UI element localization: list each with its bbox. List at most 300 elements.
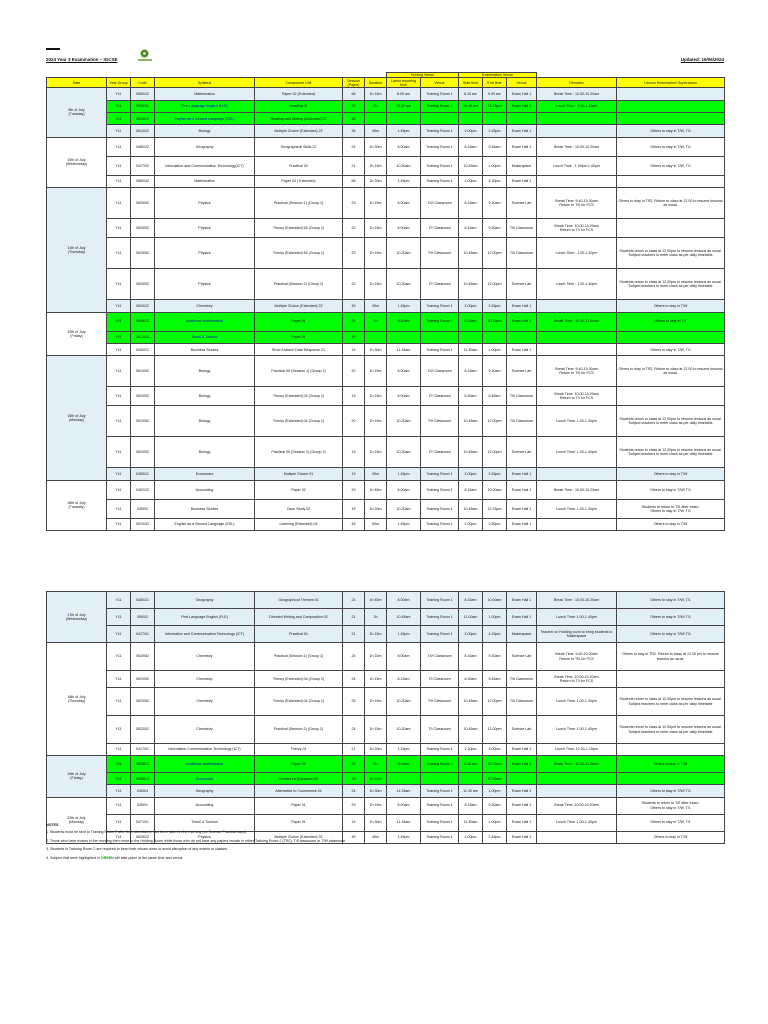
cell-code: 0620/52: [131, 688, 155, 716]
cell-rep: 8.00am: [387, 797, 421, 814]
cell-sess: 19: [343, 343, 365, 355]
cell-les: Others to stay in T/1: [617, 312, 725, 331]
cell-sess: 24: [343, 785, 365, 797]
cell-y: Y11: [107, 331, 131, 343]
cell-ven2: [507, 331, 537, 343]
cell-rep: 11.15am: [387, 814, 421, 831]
cell-comp: Alternative to Coursework 04: [255, 785, 343, 797]
cell-rem: [537, 518, 617, 530]
cell-sess: 45: [343, 300, 365, 312]
cell-code: 0606/22: [131, 756, 155, 773]
cell-rem: [537, 300, 617, 312]
cell-rem: Lunch Time: 1.00-1.40pm: [537, 814, 617, 831]
cell-ven2: [507, 773, 537, 785]
cell-y: Y11: [107, 156, 131, 175]
cell-end: 10.15am: [483, 312, 507, 331]
cell-sess: 68: [343, 88, 365, 100]
cell-ven2: Exam Hall 1: [507, 88, 537, 100]
cell-comp: Practical 02: [255, 156, 343, 175]
cell-comp: Theory 01: [255, 744, 343, 756]
cell-rem: Break Time: 10.00-10.20am: [537, 797, 617, 814]
table-row: [47, 688, 725, 716]
cell-end: 10.00am: [483, 592, 507, 609]
cell-code: 0417/01: [131, 626, 155, 643]
cell-rem: Break Time: 10.00-10.20am Return to T/I for FCS: [537, 219, 617, 238]
cell-syl: Accounting: [155, 480, 255, 499]
cell-sess: 24: [343, 137, 365, 156]
notes-title: NOTES: [46, 823, 59, 827]
note-item: 3. Students in Training Room 2 are required to keep their voices down to avoid disruption of any exams or classes.: [46, 847, 228, 851]
date-cell: 17th of July (Wednesday): [47, 592, 107, 643]
cell-dur: 1h 15m: [365, 88, 387, 100]
cell-start: 11.30am: [459, 343, 483, 355]
cell-code: 0471/12: [131, 331, 155, 343]
column-header: Start time: [459, 78, 483, 88]
cell-les: [617, 112, 725, 124]
cell-syl: Geography: [155, 592, 255, 609]
cell-dur: 45m: [365, 468, 387, 480]
cell-les: [617, 773, 725, 785]
cell-dur: 1h 15m: [365, 219, 387, 238]
cell-les: [617, 331, 725, 343]
table-row: [47, 406, 725, 437]
cell-start: 2.00pm: [459, 831, 483, 843]
cell-start: 8.15 am: [459, 756, 483, 773]
cell-code: 0452/22: [131, 480, 155, 499]
cell-venue: T/I Classroom: [421, 671, 459, 688]
cell-rep: 1.45pm: [387, 468, 421, 480]
cell-y: Y11: [107, 125, 131, 137]
cell-dur: 1h 30m: [365, 814, 387, 831]
cell-code: 0610/52: [131, 406, 155, 437]
cell-end: 1.00pm: [483, 785, 507, 797]
cell-venue: Training Room 1: [421, 468, 459, 480]
cell-rep: 1.45pm: [387, 125, 421, 137]
cell-code: 0625/52: [131, 188, 155, 219]
cell-code: 0471/01: [131, 814, 155, 831]
cell-sess: 21: [343, 312, 365, 331]
cell-sess: 19: [343, 499, 365, 518]
cell-sess: 19: [343, 773, 365, 785]
cell-start: 11.00am: [459, 609, 483, 626]
table-row: [47, 609, 725, 626]
column-header: Syllabus: [155, 78, 255, 88]
column-header: Code: [131, 78, 155, 88]
table-row: [47, 499, 725, 518]
cell-comp: Practical (Session 1) (Group 1): [255, 188, 343, 219]
cell-code: 0625/52: [131, 238, 155, 269]
cell-dur: 2h: [365, 756, 387, 773]
cell-syl: Biology: [155, 387, 255, 406]
cell-venue: Training Room 1: [421, 814, 459, 831]
cell-end: 2.45pm: [483, 831, 507, 843]
cell-venue: Holding Room 1: [421, 100, 459, 112]
cell-rem: [537, 331, 617, 343]
cell-venue: Training Room 1: [421, 744, 459, 756]
cell-venue: T/I Classroom: [421, 437, 459, 468]
column-header: Venue: [507, 78, 537, 88]
column-header: Session (Paper): [343, 78, 365, 88]
cell-comp: Theory (Extended) 04 (Group 2): [255, 387, 343, 406]
cell-start: 10.45am: [459, 716, 483, 744]
cell-rep: [387, 331, 421, 343]
cell-start: 10.45am: [459, 406, 483, 437]
cell-code: 0500/2: [131, 609, 155, 626]
cell-comp: Structured Questions 02: [255, 773, 343, 785]
cell-les: [617, 387, 725, 406]
cell-sess: 19: [343, 814, 365, 831]
cell-start: 2.00pm: [459, 175, 483, 187]
notes-section: [46, 822, 724, 862]
table-row: [47, 269, 725, 300]
cell-code: 0452/1: [131, 797, 155, 814]
cell-code: 0606/12: [131, 312, 155, 331]
cell-les: Students return to class at 12.00pm to resume lessons as usual. Subject teachers to enter class as per daily timetable: [617, 406, 725, 437]
cell-venue: T/II Classroom: [421, 406, 459, 437]
cell-start: 1.30pm: [459, 744, 483, 756]
cell-start: 11.30am: [459, 814, 483, 831]
table-row: [47, 112, 725, 124]
cell-venue: T/I Classroom: [421, 387, 459, 406]
cell-rem: [537, 125, 617, 137]
cell-syl: Chemistry: [155, 716, 255, 744]
cell-syl: Physics: [155, 269, 255, 300]
date-cell: 15th of July (Monday): [47, 356, 107, 480]
cell-sess: 21: [343, 609, 365, 626]
cell-sess: 45: [343, 831, 365, 843]
cell-comp: Theory (Extended) 04 (Group 1): [255, 406, 343, 437]
cell-syl: Biology: [155, 437, 255, 468]
cell-venue: Training Room 1: [421, 626, 459, 643]
cell-dur: 1h 15m: [365, 387, 387, 406]
cell-dur: 1h 15m: [365, 238, 387, 269]
cell-comp: Theory (Extended) 54 (Group 1): [255, 238, 343, 269]
date-cell: 11th of July (Thursday): [47, 188, 107, 312]
cell-rem: Break Time : 10.40-11.00am: [537, 756, 617, 773]
cell-start: 8.15am: [459, 312, 483, 331]
cell-rem: Break Time: 9.40-10.00am Return to T/II for FCS: [537, 643, 617, 671]
cell-y: Y11: [107, 406, 131, 437]
cell-rem: Lunch Time: 1.00-1.40pm: [537, 609, 617, 626]
cell-code: 0620/52: [131, 716, 155, 744]
date-cell: 12th of July (Friday): [47, 312, 107, 356]
cell-start: 8.15am: [459, 643, 483, 671]
cell-sess: 21: [343, 626, 365, 643]
cell-sess: 46: [343, 112, 365, 124]
cell-venue: Training Room 1: [421, 88, 459, 100]
cell-y: Y11: [107, 175, 131, 187]
cell-start: 10.45am: [459, 269, 483, 300]
cell-comp: Short Answer/ Data Response 21: [255, 343, 343, 355]
cell-end: 9.30am: [483, 356, 507, 387]
cell-les: Others to stay in T/W: [617, 756, 725, 773]
cell-venue: Training Room 1: [421, 137, 459, 156]
column-header-row: [47, 78, 725, 88]
cell-sess: 29: [343, 797, 365, 814]
cell-rem: Break Time: 10.00-10.20am Return to T/I for FCS: [537, 671, 617, 688]
cell-start: 2.00pm: [459, 518, 483, 530]
cell-rep: 1.45pm: [387, 626, 421, 643]
cell-dur: 2h 30m: [365, 175, 387, 187]
cell-dur: 1h 45m: [365, 480, 387, 499]
cell-end: 9.30am: [483, 643, 507, 671]
cell-rep: 8.00am: [387, 756, 421, 773]
cell-rem: Break Time : 10.00-10.20am: [537, 88, 617, 100]
cell-sess: 29: [343, 480, 365, 499]
cell-start: 8.15 am: [459, 88, 483, 100]
cell-dur: 45m: [365, 831, 387, 843]
cell-syl: Biology: [155, 406, 255, 437]
cell-end: 2.45pm: [483, 300, 507, 312]
cell-venue: Training Room 1: [421, 312, 459, 331]
cell-syl: Business Studies: [155, 499, 255, 518]
cell-les: Others to stay in T/W: [617, 831, 725, 843]
cell-rem: Lunch Time: 1.00-1.40pm: [537, 499, 617, 518]
cell-y: Y11: [107, 744, 131, 756]
cell-syl: Biology: [155, 356, 255, 387]
cell-ven2: T/II Classroom: [507, 387, 537, 406]
cell-venue: Training Room 1: [421, 592, 459, 609]
cell-dur: 2h 15m: [365, 626, 387, 643]
cell-dur: 2h: [365, 100, 387, 112]
cell-comp: Paper 04 ( Extended): [255, 175, 343, 187]
cell-start: 8.15am: [459, 188, 483, 219]
cell-ven2: Science Lab: [507, 269, 537, 300]
cell-code: 0625/22: [131, 831, 155, 843]
cell-syl: Biology: [155, 125, 255, 137]
cell-code: 0610/52: [131, 356, 155, 387]
cell-venue: Training Room 1: [421, 175, 459, 187]
table-row: [47, 238, 725, 269]
cell-les: Others to stay in T/W/ T/1: [617, 785, 725, 797]
note-item: 1. Students must be sent to Training Room 2 after their attendance has been taken in the morning (on Science Practical days): [46, 830, 246, 834]
cell-ven2: T/II Classroom: [507, 671, 537, 688]
column-header: Component Unit: [255, 78, 343, 88]
cell-sess: 19: [343, 331, 365, 343]
cell-rep: 1.45pm: [387, 300, 421, 312]
cell-start: 10.45am: [459, 499, 483, 518]
cell-venue: Training Room 1: [421, 125, 459, 137]
cell-y: Y11: [107, 356, 131, 387]
cell-start: 11.30 am: [459, 785, 483, 797]
cell-ven2: Science Lab: [507, 437, 537, 468]
cell-comp: Geographical Themes 01: [255, 592, 343, 609]
cell-venue: Training Room 1: [421, 480, 459, 499]
table-row: [47, 437, 725, 468]
cell-les: Others to stay in T/W, T/1: [617, 814, 725, 831]
table-row: [47, 626, 725, 643]
cell-comp: Theory (Extended) 04 (Group 2): [255, 671, 343, 688]
date-cell: 19th of July (Friday): [47, 756, 107, 797]
cell-ven2: T/II Classroom: [507, 219, 537, 238]
cell-syl: Chemistry: [155, 300, 255, 312]
cell-venue: Training Room 1: [421, 343, 459, 355]
cell-y: Y11: [107, 592, 131, 609]
cell-venue: T/II Classroom: [421, 688, 459, 716]
cell-rem: Break Time : 10.00-10.20am: [537, 592, 617, 609]
cell-y: Y11: [107, 671, 131, 688]
cell-sess: 25: [343, 688, 365, 716]
cell-sess: 24: [343, 671, 365, 688]
cell-rem: Lunch Time : 1.00-1.40pm: [537, 100, 617, 112]
cell-sess: 21: [343, 156, 365, 175]
date-cell: 16th of July (Tuesday): [47, 480, 107, 530]
table-row: [47, 88, 725, 100]
cell-start: 2.00pm: [459, 300, 483, 312]
cell-end: 9.30am: [483, 797, 507, 814]
cell-ven2: Science Lab: [507, 188, 537, 219]
cell-syl: Chemistry: [155, 688, 255, 716]
cell-rep: 10.30am: [387, 499, 421, 518]
table-row: [47, 219, 725, 238]
date-cell: 9th of July (Tuesday): [47, 88, 107, 138]
column-header: Venue: [421, 78, 459, 88]
cell-comp: Paper 02: [255, 480, 343, 499]
cell-syl: Travel & Tourism: [155, 814, 255, 831]
cell-y: Y11: [107, 238, 131, 269]
cell-syl: Physics: [155, 219, 255, 238]
cell-code: 0510/42: [131, 518, 155, 530]
cell-rem: Break Time: 9.40-10.00am Return to T/II for FCS: [537, 356, 617, 387]
cell-rep: 10.30am: [387, 238, 421, 269]
cell-rem: [537, 773, 617, 785]
cell-les: Others to stay in T/W/ T/1: [617, 480, 725, 499]
column-header: Latest reporting time: [387, 78, 421, 88]
table-row: [47, 312, 725, 331]
cell-dur: 1h 15m: [365, 356, 387, 387]
cell-code: 0450/2: [131, 499, 155, 518]
cell-rem: Teacher on Holding room to bring students to Makerspace: [537, 626, 617, 643]
cell-rep: 10.30am: [387, 716, 421, 744]
cell-rep: 10.30 am: [387, 100, 421, 112]
cell-rep: [387, 773, 421, 785]
cell-rep: 8.00am: [387, 643, 421, 671]
cell-rem: [537, 343, 617, 355]
cell-code: 0610/52: [131, 437, 155, 468]
cell-les: [617, 219, 725, 238]
cell-les: Others to stay in T/W/ T/1: [617, 609, 725, 626]
cell-comp: Multiple Choice (Extended) 02: [255, 831, 343, 843]
cell-y: Y11: [107, 499, 131, 518]
cell-venue: T/II Classroom: [421, 238, 459, 269]
cell-start: 10.45am: [459, 437, 483, 468]
cell-rep: 11.15am: [387, 785, 421, 797]
note-item: 2. Those who have exams in the morning then move to the Holding Room while those who do not have any papers remain in either Training Room 2 (TR2), T/II classroom or T/W classroom: [46, 838, 346, 843]
cell-ven2: T/II Classroom: [507, 238, 537, 269]
cell-end: 12.00pm: [483, 688, 507, 716]
column-header: Duration: [365, 78, 387, 88]
cell-ven2: Exam Hall 1: [507, 785, 537, 797]
cell-rep: 11.15am: [387, 343, 421, 355]
cell-rep: [387, 112, 421, 124]
cell-syl: Physics: [155, 831, 255, 843]
document-header: [46, 48, 724, 68]
cell-y: Y11: [107, 100, 131, 112]
cell-ven2: Exam Hall 1: [507, 609, 537, 626]
cell-rep: 8.00am: [387, 356, 421, 387]
cell-syl: Additional Mathematics: [155, 312, 255, 331]
cell-rem: [537, 785, 617, 797]
table-row: [47, 175, 725, 187]
cell-ven2: Exam Hall 1: [507, 756, 537, 773]
cell-rem: Break Time : 10.40-11.00am: [537, 312, 617, 331]
cell-y: Y11: [107, 626, 131, 643]
cell-rem: Break Time : 10.00-10.20am: [537, 480, 617, 499]
cell-rem: [537, 112, 617, 124]
cell-rep: 8.00am: [387, 219, 421, 238]
cell-ven2: T/II Classroom: [507, 406, 537, 437]
cell-venue: Training Room 1: [421, 797, 459, 814]
cell-rep: 8.00 am: [387, 88, 421, 100]
cell-end: 1.00pm: [483, 609, 507, 626]
cell-code: 0625/52: [131, 269, 155, 300]
cell-code: 0455/22: [131, 773, 155, 785]
cell-les: Others to stay in TR2. Return to class at 12.00 to resume lessons as usual.: [617, 356, 725, 387]
cell-ven2: T/II Classroom: [507, 688, 537, 716]
cell-dur: 1h 30m: [365, 343, 387, 355]
cell-rep: 1.15pm: [387, 744, 421, 756]
cell-start: [459, 112, 483, 124]
cell-end: 12.00pm: [483, 716, 507, 744]
table-row: [47, 518, 725, 530]
cell-end: 2.45pm: [483, 125, 507, 137]
cell-sess: 21: [343, 744, 365, 756]
cell-sess: 19: [343, 437, 365, 468]
cell-syl: Economics: [155, 773, 255, 785]
cell-sess: 19: [343, 468, 365, 480]
cell-dur: 1h 45m: [365, 592, 387, 609]
cell-code: 0500/11: [131, 100, 155, 112]
table-row: [47, 343, 725, 355]
cell-sess: 36: [343, 125, 365, 137]
cell-end: 9.30am: [483, 188, 507, 219]
school-logo-icon: [138, 48, 152, 64]
cell-venue: Training Room 1: [421, 756, 459, 773]
cell-end: 10.30am: [483, 773, 507, 785]
cell-syl: Physics: [155, 238, 255, 269]
table-row: [47, 331, 725, 343]
cell-end: 2.50pm: [483, 518, 507, 530]
cell-venue: Training Room 1: [421, 300, 459, 312]
cell-start: [459, 331, 483, 343]
cell-start: 8.15am: [459, 480, 483, 499]
cell-les: Others to stay in T/W, T/1: [617, 343, 725, 355]
cell-code: 0580/42: [131, 175, 155, 187]
cell-end: 4.15pm: [483, 626, 507, 643]
cell-rep: 10.30am: [387, 406, 421, 437]
cell-rep: 10.30am: [387, 269, 421, 300]
cell-sess: 23: [343, 188, 365, 219]
cell-y: Y11: [107, 300, 131, 312]
cell-les: Students return to class at 12.00pm to resume lessons as usual. Subject teachers to enter class as per daily timetable: [617, 688, 725, 716]
cell-dur: 1h 30m: [365, 499, 387, 518]
cell-rep: 8.15am: [387, 671, 421, 688]
cell-rep: 10.30am: [387, 688, 421, 716]
cell-start: 8.30am: [459, 671, 483, 688]
cell-y: Y11: [107, 137, 131, 156]
cell-syl: English as a Second Language (ESL): [155, 518, 255, 530]
cell-y: Y11: [107, 437, 131, 468]
cell-venue: [421, 331, 459, 343]
cell-rem: Lunch Time : 1.00-1.40pm: [537, 238, 617, 269]
cell-dur: 1h 15m: [365, 269, 387, 300]
cell-dur: 1h 30m: [365, 137, 387, 156]
cell-start: 8.30am: [459, 387, 483, 406]
cell-end: 9.00 am: [483, 88, 507, 100]
cell-rep: 1.45pm: [387, 518, 421, 530]
cell-y: Y11: [107, 797, 131, 814]
cell-ven2: Science Lab: [507, 356, 537, 387]
